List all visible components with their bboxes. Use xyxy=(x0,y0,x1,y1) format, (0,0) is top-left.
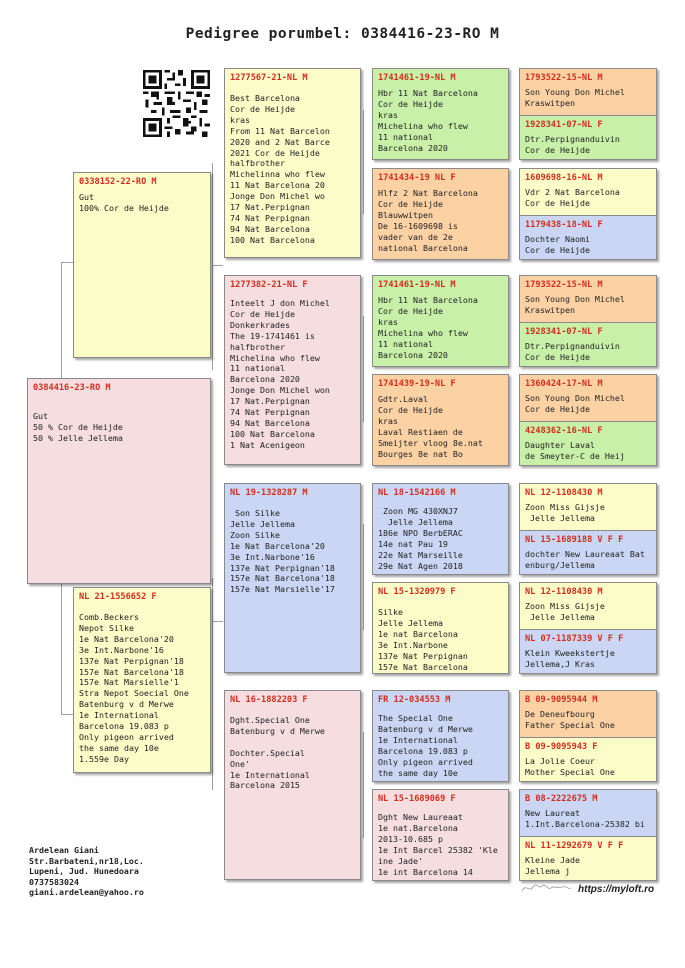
ring-number: NL 15-1689069 F xyxy=(378,794,456,804)
gen4-pair xyxy=(519,374,657,466)
pigeon-notes: The Special One Batenburg v d Merwe 1e International Barcelona 19.083 p Only pigeon arrived the same day 10e xyxy=(378,713,473,778)
connector-line xyxy=(212,621,223,622)
gen4-card xyxy=(520,790,656,836)
pigeon-notes: Dght New Laureaat 1e nat.Barcelona 2013-10.685 p 1e Int Barcel 25382 'Kle ine Jade' 1e int Barcelona 14 xyxy=(378,812,498,877)
connector-line xyxy=(212,578,213,790)
dam-card xyxy=(73,587,211,773)
pigeon-notes: Zoon Miss Gijsje Jelle Jellema xyxy=(525,502,605,523)
pigeon-notes: Dochter Naomi Cor de Heijde xyxy=(525,234,590,255)
ring-number: 1793522-15-NL M xyxy=(525,280,603,290)
subject-card xyxy=(27,378,211,584)
ring-number: 1793522-15-NL M xyxy=(525,73,603,83)
pigeon-notes: Daughter Laval de Smeyter-C de Heij xyxy=(525,440,625,461)
gen4-card xyxy=(520,691,656,737)
sire-sire-card xyxy=(224,68,361,258)
pigeon-notes: Comb.Beckers Nepot Silke 1e Nat Barcelona'20 3e Int.Narbone'16 137e Nat Perpignan'18 157e Nat Barcelona'18 157e Nat Marsielle'1 Stra Nepot Soecial One Batenburg v d Merwe 1e International Barcelona 19.083 p Only pigeon arrived the same day 10e 1.559e Day xyxy=(79,612,189,764)
gen4-card xyxy=(520,169,656,215)
pigeon-notes: Dtr.Perpignanduivin Cor de Heijde xyxy=(525,134,620,155)
gen3-card xyxy=(372,168,509,260)
gen4-pair xyxy=(519,582,657,674)
pigeon-notes: Dtr.Perpignanduivin Cor de Heijde xyxy=(525,341,620,362)
gen3-card xyxy=(372,789,509,881)
ring-number: 1741434-19 NL F xyxy=(378,173,456,183)
connector-line xyxy=(212,163,213,370)
gen4-card xyxy=(520,375,656,421)
ring-number: 1741461-19-NL M xyxy=(378,280,456,290)
pigeon-notes: Son Young Don Michel Cor de Heijde xyxy=(525,393,625,414)
ring-number: NL 15-1689188 V F F xyxy=(525,535,624,545)
gen3-card xyxy=(372,374,509,466)
pigeon-notes: Zoon Miss Gijsje Jelle Jellema xyxy=(525,601,605,622)
pigeon-notes: Son Young Don Michel Kraswitpen xyxy=(525,294,625,315)
ring-number: 1360424-17-NL M xyxy=(525,379,603,389)
pigeon-notes: Best Barcelona Cor de Heijde kras From 11 Nat Barcelon 2020 and 2 Nat Barce 2021 Cor de Heijde halfbrother Michelinna who flew 11 Nat Barcelona 20 Jonge Don Michel wo 17 Nat.Perpignan 74 Nat Perpignan 94 Nat Barcelona 100 Nat Barcelona xyxy=(230,93,330,245)
pigeon-notes: Gut 50 % Cor de Heijde 50 % Jelle Jellema xyxy=(33,411,123,443)
page-title: Pedigree porumbel: 0384416-23-RO M xyxy=(185,26,500,42)
ring-number: FR 12-034553 M xyxy=(378,695,451,705)
gen4-pair xyxy=(519,690,657,782)
qr-code-icon xyxy=(143,70,210,137)
ring-number: 1741439-19-NL F xyxy=(378,379,456,389)
ring-number: 0338152-22-RO M xyxy=(79,177,157,187)
ring-number: 0384416-23-RO M xyxy=(33,383,111,393)
dam-sire-card xyxy=(224,483,361,673)
pigeon-notes: Hbr 11 Nat Barcelona Cor de Heijde kras Michelina who flew 11 national Barcelona 2020 xyxy=(378,295,478,360)
ring-number: NL 11-1292679 V F F xyxy=(525,841,624,851)
gen3-card xyxy=(372,582,509,674)
pigeon-notes: Klein Kweekstertje Jellema,J Kras xyxy=(525,648,615,669)
gen4-card xyxy=(520,421,656,466)
gen4-pair xyxy=(519,789,657,881)
signature-icon xyxy=(520,881,572,895)
gen3-card xyxy=(372,483,509,575)
pigeon-notes: Son Young Don Michel Kraswitpen xyxy=(525,87,625,108)
ring-number: 1928341-07-NL F xyxy=(525,120,603,130)
pigeon-notes: dochter New Laureaat Bat enburg/Jellema xyxy=(525,549,645,570)
ring-number: NL 21-1556652 F xyxy=(79,592,157,602)
gen4-card xyxy=(520,530,656,575)
gen4-card xyxy=(520,629,656,674)
pigeon-notes: New Laureat 1.Int.Barcelona-25382 bi xyxy=(525,808,645,829)
pigeon-notes: Gut 100% Cor de Heijde xyxy=(79,192,169,213)
ring-number: 1277567-21-NL M xyxy=(230,73,308,83)
sire-card xyxy=(73,172,211,358)
gen3-card xyxy=(372,275,509,367)
ring-number: B 09-9095943 F xyxy=(525,742,598,752)
gen4-card xyxy=(520,276,656,322)
website-link[interactable]: https://myloft.ro xyxy=(578,884,655,895)
gen4-card xyxy=(520,484,656,530)
gen4-pair xyxy=(519,483,657,575)
pigeon-notes: De Deneufbourg Father Special One xyxy=(525,709,615,730)
pigeon-notes: Son Silke Jelle Jellema Zoon Silke 1e Nat Barcelona'20 3e Int.Narbone'16 137e Nat Perpignan'18 157e Nat Barcelona'18 157e Nat Marsielle'17 xyxy=(230,508,335,595)
ring-number: 1609698-16-NL M xyxy=(525,173,603,183)
ring-number: NL 12-1108430 M xyxy=(525,587,603,597)
connector-line xyxy=(363,732,364,838)
ring-number: NL 15-1320979 F xyxy=(378,587,456,597)
gen4-pair xyxy=(519,168,657,260)
ring-number: 1277382-21-NL F xyxy=(230,280,308,290)
pigeon-notes: Inteelt J don Michel Cor de Heijde Donkerkrades The 19-1741461 is halfbrother Michelina who flew 11 national Barcelona 2020 Jonge Don Michel won 17 Nat.Perpignan 74 Nat Perpignan 94 Nat Barcelona 100 Nat Barcelona 1 Nat Acenigeon xyxy=(230,298,330,450)
ring-number: NL 18-1542166 M xyxy=(378,488,456,498)
connector-line xyxy=(363,316,364,422)
dam-dam-card xyxy=(224,690,361,880)
ring-number: NL 19-1328287 M xyxy=(230,488,308,498)
sire-dam-card xyxy=(224,275,361,465)
ring-number: 4248362-16-NL F xyxy=(525,426,603,436)
gen4-card xyxy=(520,322,656,367)
gen4-card xyxy=(520,836,656,881)
pigeon-notes: La Jolie Coeur Mother Special One xyxy=(525,756,615,777)
connector-line xyxy=(363,110,364,214)
gen4-card xyxy=(520,69,656,115)
ring-number: NL 16-1882203 F xyxy=(230,695,308,705)
gen3-card xyxy=(372,690,509,782)
gen4-card xyxy=(520,737,656,782)
ring-number: 1741461-19-NL M xyxy=(378,73,456,83)
ring-number: NL 12-1108430 M xyxy=(525,488,603,498)
ring-number: B 09-9095944 M xyxy=(525,695,598,705)
gen4-card xyxy=(520,215,656,260)
pigeon-notes: Gdtr.Laval Cor de Heijde kras Laval Restiaen de Smeijter vloog 8e.nat Bourges 8e nat Bo xyxy=(378,394,483,459)
ring-number: 1179438-18-NL F xyxy=(525,220,603,230)
ring-number: 1928341-07-NL F xyxy=(525,327,603,337)
gen4-card xyxy=(520,583,656,629)
gen3-card xyxy=(372,68,509,160)
pigeon-notes: Dght.Special One Batenburg v d Merwe Dochter.Special One' 1e International Barcelona 2015 xyxy=(230,715,325,791)
owner-contact: Ardelean Giani Str.Barbateni,nr18,Loc. Lupeni, Jud. Hunedoara 0737583024 giani.ardelean@yahoo.ro xyxy=(29,845,144,898)
connector-line xyxy=(212,265,223,266)
pigeon-notes: Hbr 11 Nat Barcelona Cor de Heijde kras Michelina who flew 11 national Barcelona 2020 xyxy=(378,88,478,153)
pigeon-notes: Hlfz 2 Nat Barcelona Cor de Heijde Blauwwitpen De 16-1609698 is vader van de 2e national Barcelona xyxy=(378,188,478,253)
ring-number: B 08-2222675 M xyxy=(525,794,598,804)
gen4-pair xyxy=(519,275,657,367)
gen4-pair xyxy=(519,68,657,160)
pigeon-notes: Zoon MG 430XNJ7 Jelle Jellema 186e NPO BerbERAC 14e nat Pau 19 22e Nat Marseille 29e Nat Agen 2018 xyxy=(378,506,463,571)
pigeon-notes: Vdr 2 Nat Barcelona Cor de Heijde xyxy=(525,187,620,208)
pigeon-notes: Kleine Jade Jellema j xyxy=(525,855,580,876)
connector-line xyxy=(363,524,364,630)
gen4-card xyxy=(520,115,656,160)
ring-number: NL 07-1187339 V F F xyxy=(525,634,624,644)
pigeon-notes: Silke Jelle Jellema 1e nat Barcelona 3e Int.Narbone 137e Nat Perpignan 157e Nat Barcelona xyxy=(378,607,468,672)
